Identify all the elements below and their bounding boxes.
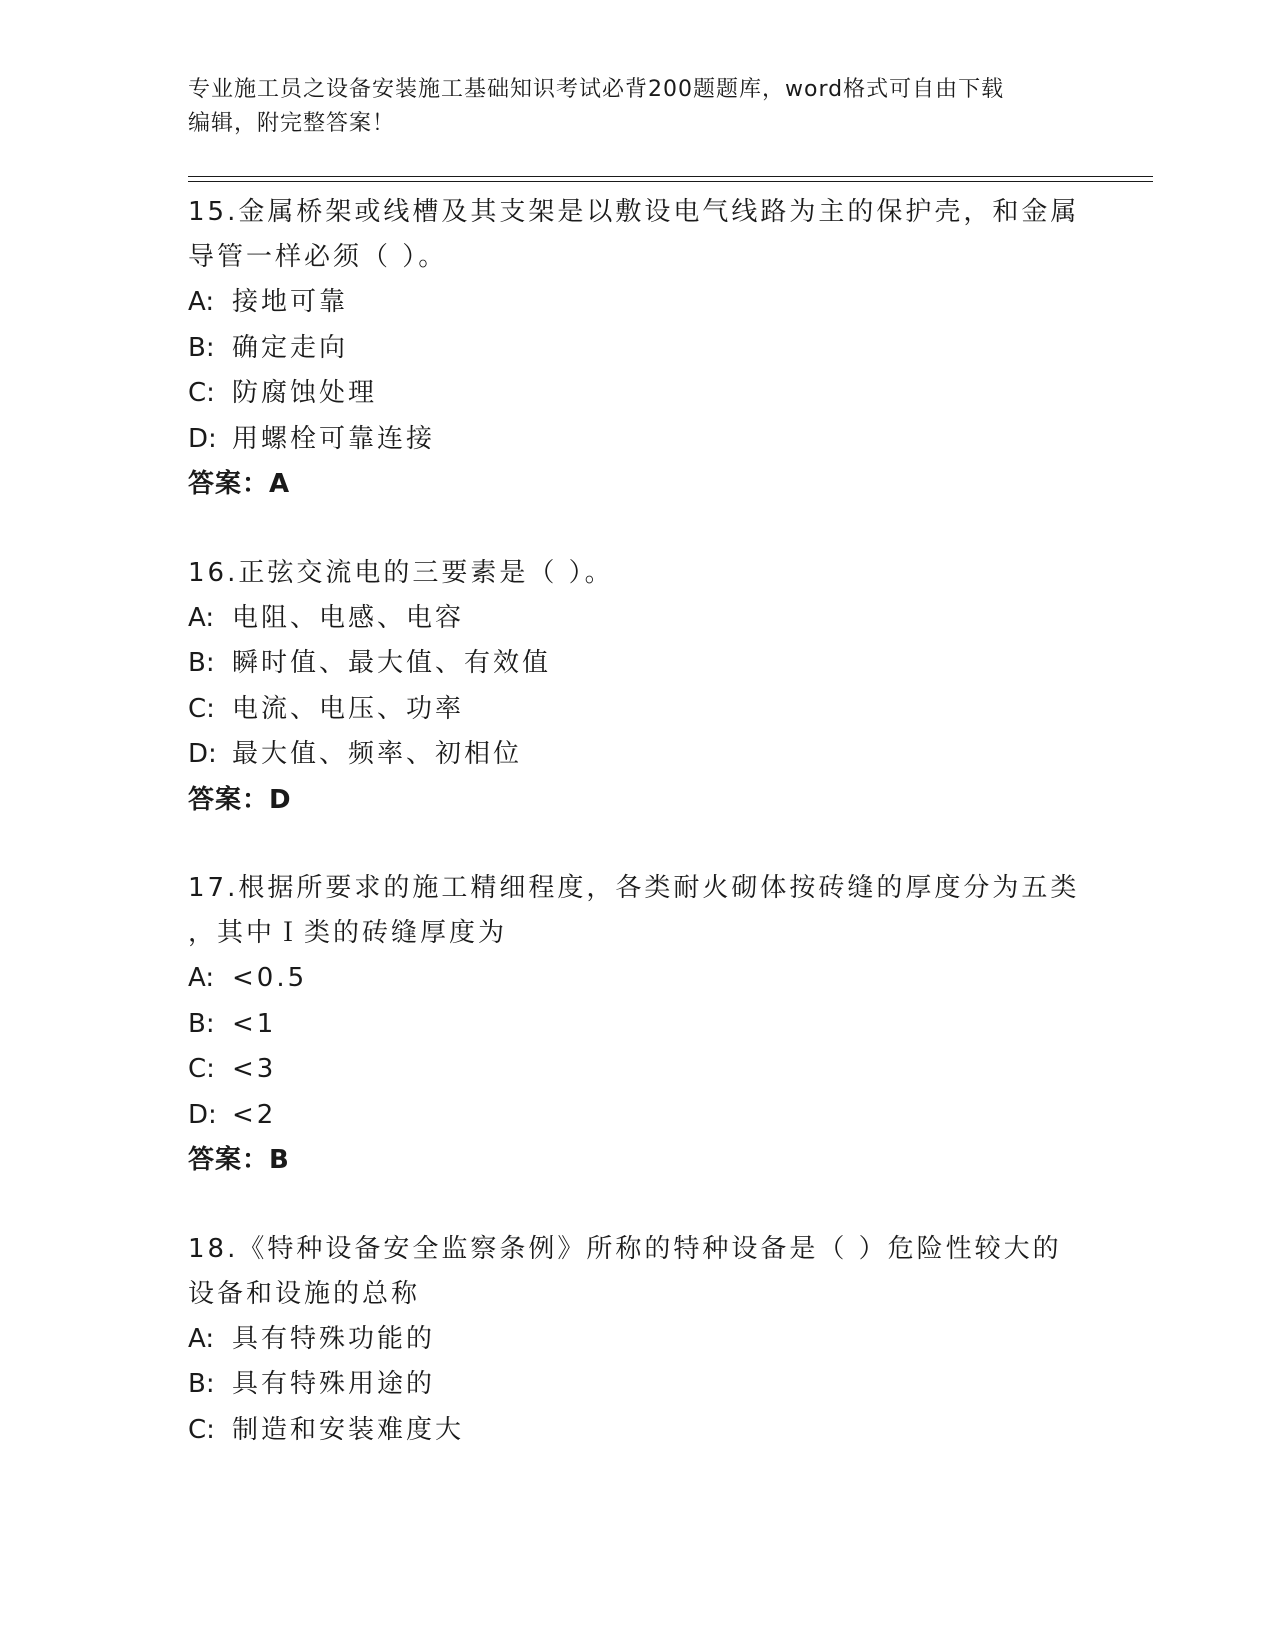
document-header [188, 73, 1088, 141]
option-text: <1 [232, 1008, 277, 1039]
question-stem-line: 导管一样必须（ ）。 [188, 242, 448, 272]
question-stem-line: ，其中Ｉ类的砖缝厚度为 [188, 918, 508, 948]
answer-option [188, 1047, 1128, 1093]
option-letter: D: [188, 423, 217, 454]
option-letter: D: [188, 739, 217, 769]
option-text: 电流、电压、功率 [232, 693, 465, 724]
question-stem-line: 18.《特种设备安全监察条例》所称的特种设备是（ ）危险性较大的 [188, 1233, 1062, 1264]
option-text: <3 [232, 1054, 277, 1084]
option-text: 瞬时值、最大值、有效值 [232, 648, 552, 678]
question-block [188, 866, 1128, 1184]
option-text: <2 [232, 1099, 277, 1130]
option-letter: A: [188, 602, 215, 633]
answer-option [188, 956, 1128, 1002]
question-stem-line: 15.金属桥架或线槽及其支架是以敷设电气线路为主的保护壳，和金属 [188, 197, 1080, 227]
question-block [188, 551, 1128, 824]
option-text: 防腐蚀处理 [232, 378, 378, 408]
answer-option [188, 687, 1128, 733]
answer-option [188, 641, 1128, 687]
answer-option [188, 371, 1128, 417]
answer-option [188, 596, 1128, 642]
option-text: 制造和安装难度大 [232, 1414, 465, 1445]
header-rule-top [188, 176, 1153, 177]
answer-key: 答案：A [188, 469, 291, 499]
answer-option [188, 1002, 1128, 1048]
question-stem-line: 设备和设施的总称 [188, 1278, 421, 1309]
option-letter: A: [188, 963, 215, 993]
option-letter: B: [188, 1008, 215, 1039]
option-text: 电阻、电感、电容 [232, 602, 465, 633]
option-text: 具有特殊用途的 [232, 1369, 436, 1399]
answer-key: 答案：D [188, 784, 292, 815]
question-block [188, 1227, 1128, 1454]
question-block [188, 190, 1128, 508]
option-letter: A: [188, 1323, 215, 1354]
question-stem-line: 16.正弦交流电的三要素是（ ）。 [188, 557, 614, 588]
option-letter: C: [188, 693, 215, 724]
option-text: 最大值、频率、初相位 [232, 739, 523, 769]
option-text: 具有特殊功能的 [232, 1323, 436, 1354]
option-text: <0.5 [232, 963, 308, 993]
answer-option [188, 1093, 1128, 1139]
option-text: 用螺栓可靠连接 [232, 423, 436, 454]
option-letter: C: [188, 1054, 215, 1084]
option-text: 确定走向 [232, 332, 349, 363]
answer-option [188, 732, 1128, 778]
answer-option [188, 326, 1128, 372]
answer-option [188, 280, 1128, 326]
option-letter: B: [188, 332, 215, 363]
option-letter: D: [188, 1099, 217, 1130]
answer-option [188, 1362, 1128, 1408]
option-letter: B: [188, 648, 215, 678]
option-letter: A: [188, 287, 215, 317]
question-list [188, 190, 1128, 1496]
option-text: 接地可靠 [232, 287, 349, 317]
option-letter: C: [188, 1414, 215, 1445]
answer-option [188, 417, 1128, 463]
question-stem-line: 17.根据所要求的施工精细程度，各类耐火砌体按砖缝的厚度分为五类 [188, 873, 1080, 903]
answer-key: 答案：B [188, 1145, 290, 1175]
option-letter: B: [188, 1369, 215, 1399]
header-rule-bottom [188, 181, 1153, 182]
answer-option [188, 1317, 1128, 1363]
header-line-1: 专业施工员之设备安装施工基础知识考试必背200题题库，word格式可自由下载 [188, 77, 1005, 102]
answer-option [188, 1408, 1128, 1454]
header-line-2: 编辑，附完整答案！ [188, 111, 396, 136]
option-letter: C: [188, 378, 215, 408]
